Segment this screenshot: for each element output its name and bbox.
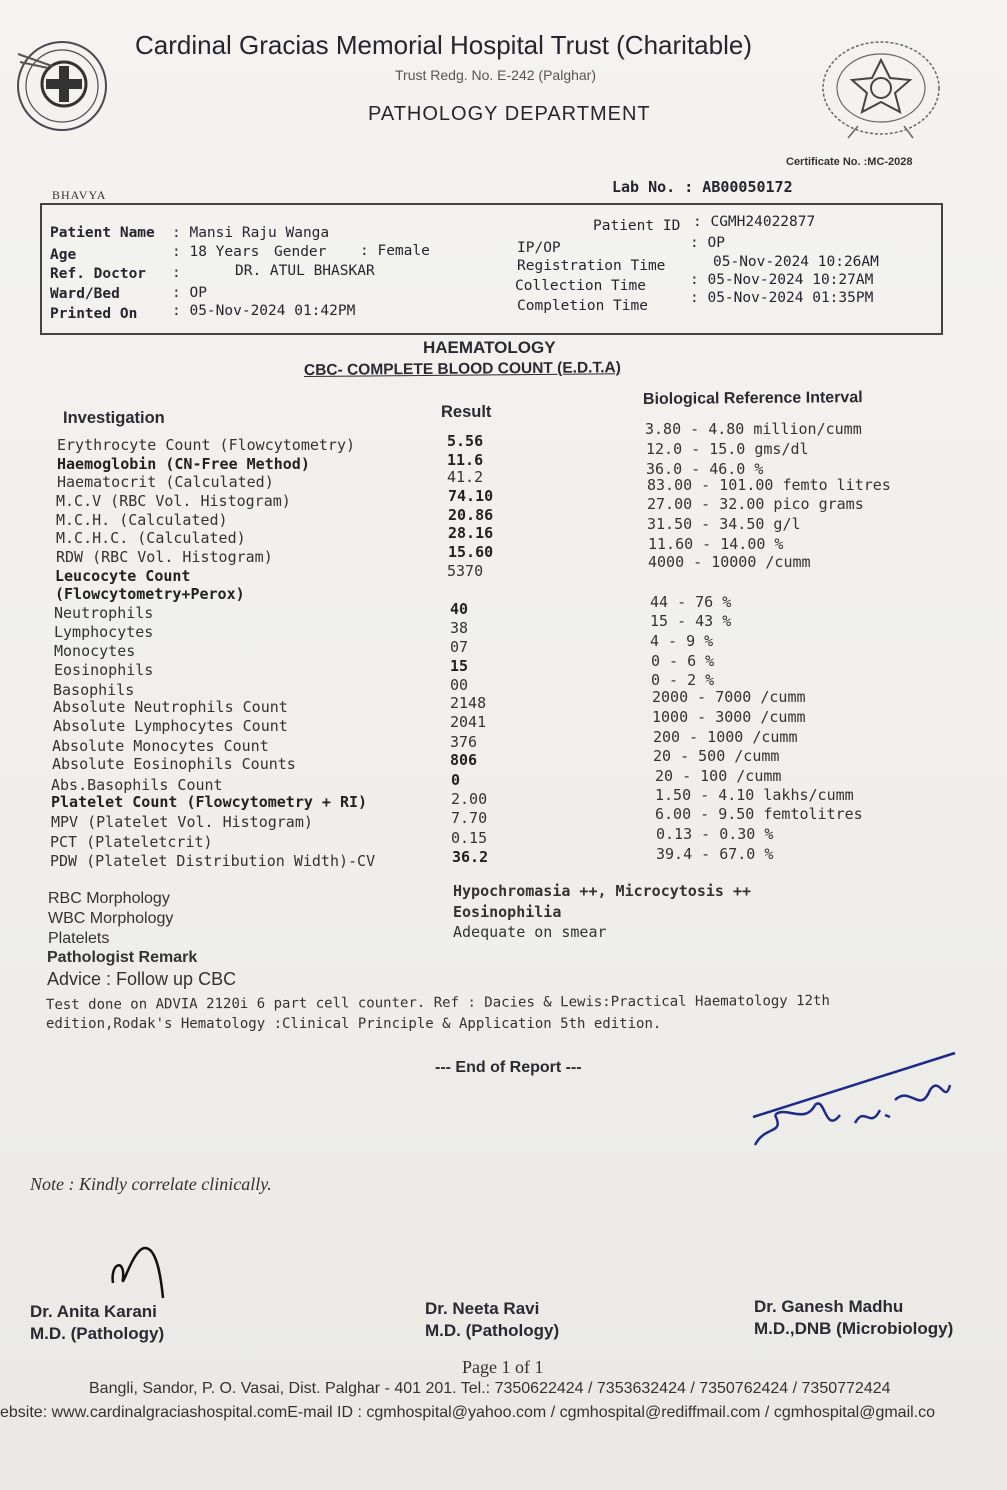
test-reference-range: 2000 - 7000 /cumm <box>652 688 806 706</box>
test-result: 40 <box>450 600 469 618</box>
test-result: 38 <box>450 619 469 637</box>
wbc-morphology-label: WBC Morphology <box>48 910 174 927</box>
test-result: 15.60 <box>448 543 494 561</box>
test-result: 00 <box>450 676 469 694</box>
test-reference-range: 1.50 - 4.10 lakhs/cumm <box>655 786 854 804</box>
test-name: Neutrophils <box>54 604 154 622</box>
test-result: 376 <box>450 733 478 751</box>
test-name: Absolute Eosinophils Counts <box>52 755 296 773</box>
gender-value: : Female <box>360 243 430 259</box>
patient-id-value: : CGMH24022877 <box>693 214 816 230</box>
test-name: Absolute Lymphocytes Count <box>53 717 288 735</box>
patient-name-value: : Mansi Raju Wanga <box>172 225 330 241</box>
test-result: 5370 <box>447 562 484 580</box>
test-name: Haemoglobin (CN-Free Method) <box>57 455 310 473</box>
patient-name-label: Patient Name <box>50 225 155 241</box>
ref-doctor-value: DR. ATUL BHASKAR <box>235 263 375 279</box>
completion-time-value: : 05-Nov-2024 01:35PM <box>690 290 874 306</box>
test-result: 41.2 <box>447 468 484 486</box>
ipop-label: IP/OP <box>517 240 561 256</box>
test-result: 20.86 <box>448 506 494 524</box>
test-result: 806 <box>450 751 478 769</box>
age-label: Age <box>50 247 77 263</box>
collection-time-label: Collection Time <box>515 278 646 294</box>
test-name: Leucocyte Count <box>55 567 191 585</box>
method-note-line-1: Test done on ADVIA 2120i 6 part cell counter. Ref : Dacies & Lewis:Practical Haematology 12th <box>45 992 830 1013</box>
test-result: 36.2 <box>452 848 489 866</box>
platelets-label: Platelets <box>48 930 110 947</box>
test-name: Absolute Monocytes Count <box>52 737 269 755</box>
test-reference-range: 36.0 - 46.0 % <box>646 460 764 478</box>
test-result: 0.15 <box>451 829 488 847</box>
test-reference-range: 44 - 76 % <box>650 593 732 611</box>
platelets-value: Adequate on smear <box>453 923 607 941</box>
handwritten-annotation <box>745 1045 965 1160</box>
test-reference-range: 0 - 6 % <box>651 652 715 670</box>
test-result: 0 <box>451 771 461 789</box>
test-reference-range: 0.13 - 0.30 % <box>656 825 774 843</box>
doctor-1-name: Dr. Anita Karani <box>30 1302 157 1321</box>
rbc-morphology-value: Hypochromasia ++, Microcytosis ++ <box>453 882 752 900</box>
age-value: : 18 Years <box>172 244 260 260</box>
registration-time-value: 05-Nov-2024 10:26AM <box>713 254 879 270</box>
gender-label: Gender <box>274 244 327 260</box>
test-reference-range: 6.00 - 9.50 femtolitres <box>655 805 863 823</box>
test-reference-range: 27.00 - 32.00 pico grams <box>647 495 864 513</box>
test-name: Monocytes <box>54 642 136 660</box>
test-reference-range: 20 - 100 /cumm <box>655 767 782 785</box>
test-reference-range: 83.00 - 101.00 femto litres <box>647 476 891 494</box>
test-reference-range: 12.0 - 15.0 gms/dl <box>646 440 809 458</box>
lab-number: Lab No. : AB00050172 <box>612 178 793 196</box>
test-result: 2041 <box>450 713 487 731</box>
clinical-note: Note : Kindly correlate clinically. <box>30 1174 272 1194</box>
rbc-morphology-label: RBC Morphology <box>48 890 170 907</box>
test-reference-range: 1000 - 3000 /cumm <box>652 708 806 726</box>
hospital-logo-icon <box>12 36 112 136</box>
bhavya-label: BHAVYA <box>52 188 107 202</box>
printed-on-value: : 05-Nov-2024 01:42PM <box>172 303 356 319</box>
test-result: 2148 <box>450 694 487 712</box>
test-result: 5.56 <box>447 432 484 450</box>
test-name: Basophils <box>53 681 135 699</box>
test-reference-range: 31.50 - 34.50 g/l <box>647 515 801 533</box>
test-name: Haematocrit (Calculated) <box>57 473 274 491</box>
advice-text: Advice : Follow up CBC <box>47 969 237 989</box>
test-reference-range: 11.60 - 14.00 % <box>648 535 784 553</box>
test-result: 11.6 <box>447 451 484 469</box>
test-name: Erythrocyte Count (Flowcytometry) <box>57 436 356 454</box>
footer-website: ebsite: www.cardinalgraciashospital.comE-mail ID : cgmhospital@yahoo.com / cgmhospital@rediffmail.com / cgmhospital@gmail.co <box>0 1404 936 1421</box>
test-reference-range: 4000 - 10000 /cumm <box>648 553 811 571</box>
printed-on-label: Printed On <box>50 306 138 322</box>
test-name: M.C.V (RBC Vol. Histogram) <box>56 492 291 510</box>
test-reference-range: 39.4 - 67.0 % <box>656 845 774 863</box>
test-name: MPV (Platelet Vol. Histogram) <box>51 813 313 831</box>
doctor-3-name: Dr. Ganesh Madhu <box>754 1297 904 1316</box>
test-reference-range: 15 - 43 % <box>650 612 732 630</box>
page-number: Page 1 of 1 <box>462 1357 544 1377</box>
test-result: 74.10 <box>448 487 494 505</box>
completion-time-label: Completion Time <box>517 298 648 314</box>
ward-value: : OP <box>172 285 207 301</box>
column-header-result: Result <box>441 403 492 421</box>
test-name: M.C.H.C. (Calculated) <box>56 529 246 547</box>
test-name: Abs.Basophils Count <box>51 776 223 794</box>
trust-registration: Trust Redg. No. E-242 (Palghar) <box>395 67 597 83</box>
ref-doctor-label: Ref. Doctor <box>50 266 147 282</box>
test-result: 7.70 <box>451 809 488 827</box>
test-reference-range: 3.80 - 4.80 million/cumm <box>645 420 862 438</box>
doctor-2-name: Dr. Neeta Ravi <box>425 1299 540 1318</box>
method-note-line-2: edition,Rodak's Hematology :Clinical Principle & Application 5th edition. <box>46 1016 662 1032</box>
test-name: PCT (Plateletcrit) <box>50 833 213 851</box>
section-subtitle: CBC- COMPLETE BLOOD COUNT (E.D.T.A) <box>303 359 621 379</box>
test-reference-range: 0 - 2 % <box>651 671 715 689</box>
test-name: Absolute Neutrophils Count <box>53 698 288 716</box>
column-header-investigation: Investigation <box>63 409 165 427</box>
collection-time-value: : 05-Nov-2024 10:27AM <box>690 272 874 288</box>
doctor-2-degree: M.D. (Pathology) <box>425 1321 560 1340</box>
end-of-report: --- End of Report --- <box>435 1059 582 1076</box>
test-result: 28.16 <box>448 524 494 542</box>
test-reference-range: 200 - 1000 /cumm <box>653 728 798 746</box>
footer-address: Bangli, Sandor, P. O. Vasai, Dist. Palghar - 401 201. Tel.: 7350622424 / 7353632424 / 7350762424 / 7350772424 <box>89 1380 891 1397</box>
registration-time-label: Registration Time <box>517 258 666 274</box>
test-result: 2.00 <box>451 790 488 808</box>
ipop-value: : OP <box>690 235 725 251</box>
pathologist-remark-label: Pathologist Remark <box>47 949 198 966</box>
department-title: PATHOLOGY DEPARTMENT <box>368 103 651 125</box>
doctor-signature <box>105 1238 175 1308</box>
test-name: Lymphocytes <box>54 623 154 641</box>
test-name: PDW (Platelet Distribution Width)-CV <box>50 852 376 870</box>
doctor-3-degree: M.D.,DNB (Microbiology) <box>754 1319 954 1338</box>
certification-seal-icon <box>818 38 944 150</box>
test-reference-range: 4 - 9 % <box>650 632 714 650</box>
test-name: Platelet Count (Flowcytometry + RI) <box>51 793 368 811</box>
ref-doctor-colon: : <box>172 265 181 281</box>
section-title: HAEMATOLOGY <box>423 338 556 357</box>
hospital-name: Cardinal Gracias Memorial Hospital Trust (Charitable) <box>135 30 752 60</box>
test-name: M.C.H. (Calculated) <box>56 511 228 529</box>
test-name: Eosinophils <box>54 661 154 679</box>
column-header-reference: Biological Reference Interval <box>642 389 863 408</box>
test-result: 15 <box>450 657 469 675</box>
wbc-morphology-value: Eosinophilia <box>453 903 562 921</box>
doctor-1-degree: M.D. (Pathology) <box>30 1324 165 1343</box>
ward-label: Ward/Bed <box>50 286 120 302</box>
test-name: (Flowcytometry+Perox) <box>55 585 245 603</box>
test-name: RDW (RBC Vol. Histogram) <box>56 548 273 566</box>
test-result: 07 <box>450 638 469 656</box>
test-reference-range: 20 - 500 /cumm <box>653 747 780 765</box>
patient-id-label: Patient ID <box>593 218 681 234</box>
certificate-number: Certificate No. :MC-2028 <box>786 156 913 168</box>
